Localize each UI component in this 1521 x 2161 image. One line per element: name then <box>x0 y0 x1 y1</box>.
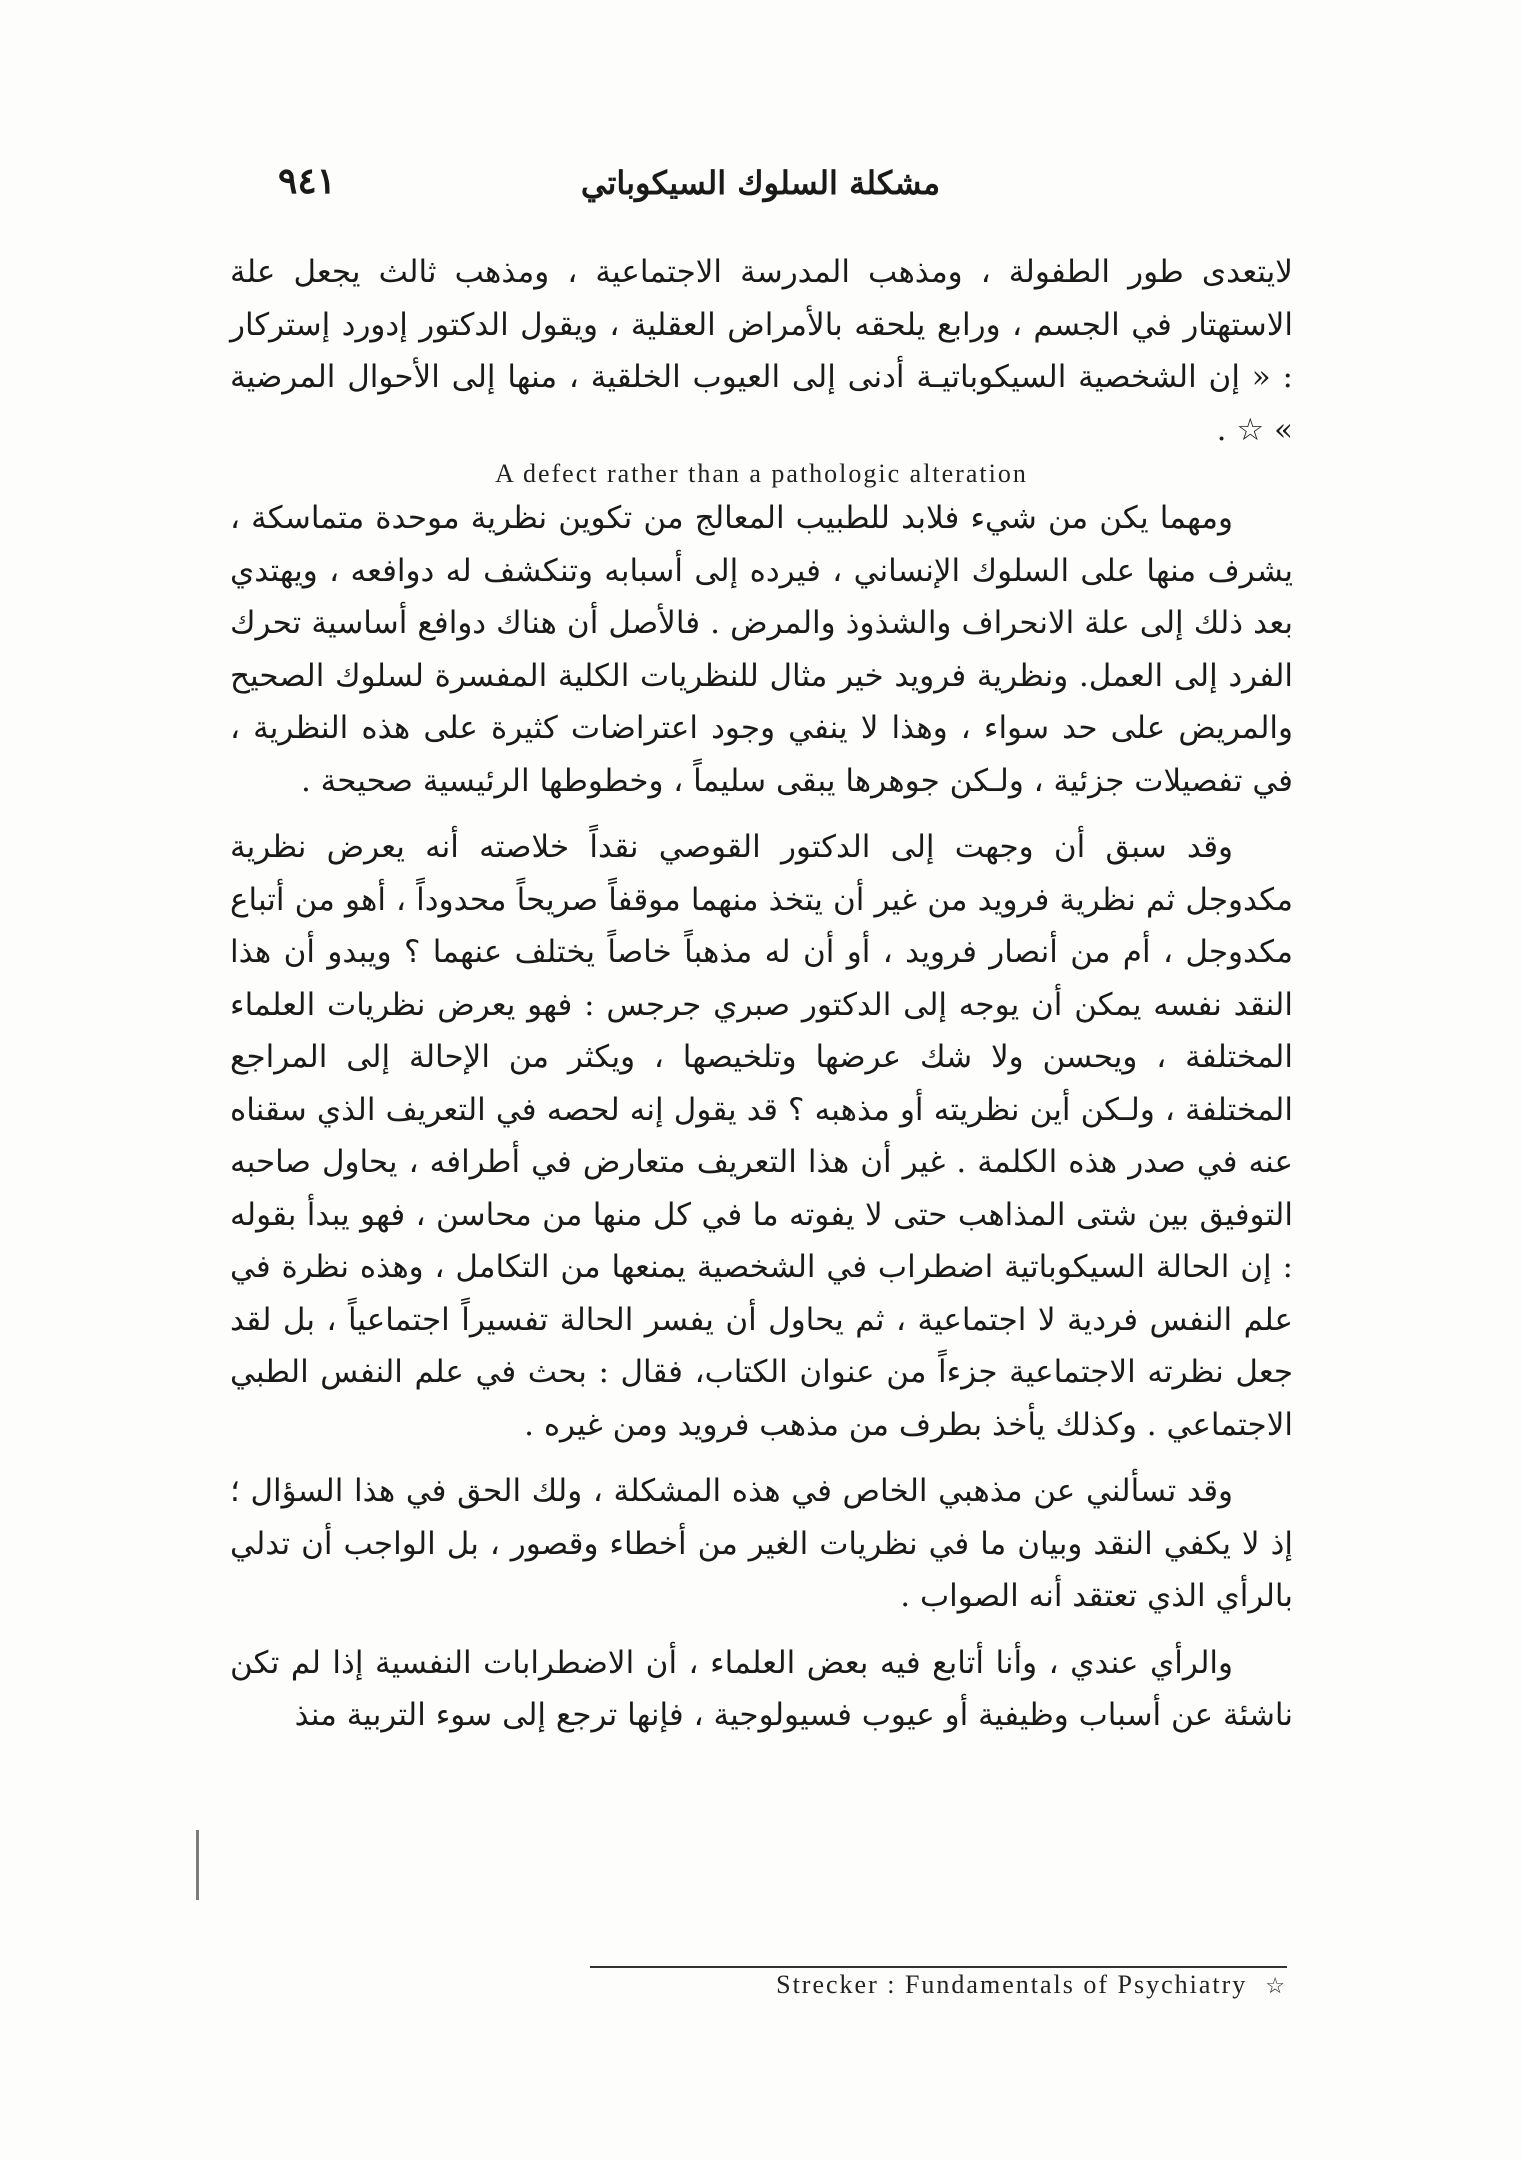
main-text <box>230 246 1293 1742</box>
star-icon: ☆ <box>1265 1973 1287 1998</box>
paragraph-continuation: لايتعدى طور الطفولة ، ومذهب المدرسة الاجتماعية ، ومذهب ثالث يجعل علة الاستهتار في الجسم ، ورابع يلحقه بالأمراض العقلية ، ويقول الدكتور إدورد إستركار : « إن الشخصية السيكوباتيـة أدنى إلى العيوب الخلقية ، منها إلى الأحوال المرضية » ☆ . <box>230 254 1293 448</box>
margin-pencil-mark <box>196 1830 199 1900</box>
footnote <box>230 1970 1287 2000</box>
paragraph-theory: ومهما يكن من شيء فلابد للطبيب المعالج من تكوين نظرية موحدة متماسكة ، يشرف منها على السلوك الإنساني ، فيرده إلى أسبابه وتنكشف له دوافعه ، ويهتدي بعد ذلك إلى علة الانحراف والشذوذ والمرض . فالأصل أن هناك دوافع أساسية تحرك الفرد إلى العمل. ونظرية فرويد خير مثال للنظريات الكلية المفسرة لسلوك الصحيح والمريض على حد سواء ، وهذا لا ينفي وجود اعتراضات كثيرة على هذه النظرية ، في تفصيلات جزئية ، ولـكن جوهرها يبقى سليماً ، وخطوطها الرئيسية صحيحة . <box>230 500 1293 799</box>
footnote-text: Strecker : Fundamentals of Psychiatry <box>776 1970 1248 1999</box>
page-number: ٩٤١ <box>278 160 337 202</box>
paragraph-critique: وقد سبق أن وجهت إلى الدكتور القوصي نقداً خلاصته أنه يعرض نظرية مكدوجل ثم نظرية فرويد من غير أن يتخذ منهما موقفاً صريحاً محدوداً ، أهو من أتباع مكدوجل ، أم من أنصار فرويد ، أو أن له مذهباً خاصاً يختلف عنهما ؟ ويبدو أن هذا النقد نفسه يمكن أن يوجه إلى الدكتور صبري جرجس : فهو يعرض نظريات العلماء المختلفة ، ويحسن ولا شك عرضها وتلخيصها ، ويكثر من الإحالة إلى المراجع المختلفة ، ولـكن أين نظريته أو مذهبه ؟ قد يقول إنه لحصه في التعريف الذي سقناه عنه في صدر هذه الكلمة . غير أن هذا التعريف متعارض في أطرافه ، يحاول صاحبه التوفيق بين شتى المذاهب حتى لا يفوته ما في كل منها من محاسن ، فهو يبدأ بقوله : إن الحالة السيكوباتية اضطراب في الشخصية يمنعها من التكامل ، وهذه نظرة في علم النفس فردية لا اجتماعية ، ثم يحاول أن يفسر الحالة تفسيراً اجتماعياً ، بل لقد جعل نظرته الاجتماعية جزءاً من عنوان الكتاب، فقال : بحث في علم النفس الطبي الاجتماعي . وكذلك يأخذ بطرف من مذهب فرويد ومن غيره . <box>230 829 1294 1443</box>
english-gloss: A defect rather than a pathologic alteration <box>495 459 1028 488</box>
running-header <box>228 160 1293 220</box>
running-title: مشكلة السلوك السيكوباتي <box>580 164 941 202</box>
paragraph-question: وقد تسألني عن مذهبي الخاص في هذه المشكلة ، ولك الحق في هذا السؤال ؛ إذ لا يكفي النقد وبيان ما في نظريات الغير من أخطاء وقصور ، بل الواجب أن تدلي بالرأي الذي تعتقد أنه الصواب . <box>230 1473 1293 1614</box>
paragraph-opinion: والرأي عندي ، وأنا أتابع فيه بعض العلماء ، أن الاضطرابات النفسية إذا لم تكن ناشئة عن أسباب وظيفية أو عيوب فسيولوجية ، فإنها ترجع إلى سوء التربية منذ <box>230 1644 1293 1733</box>
footnote-divider <box>590 1966 1287 1968</box>
